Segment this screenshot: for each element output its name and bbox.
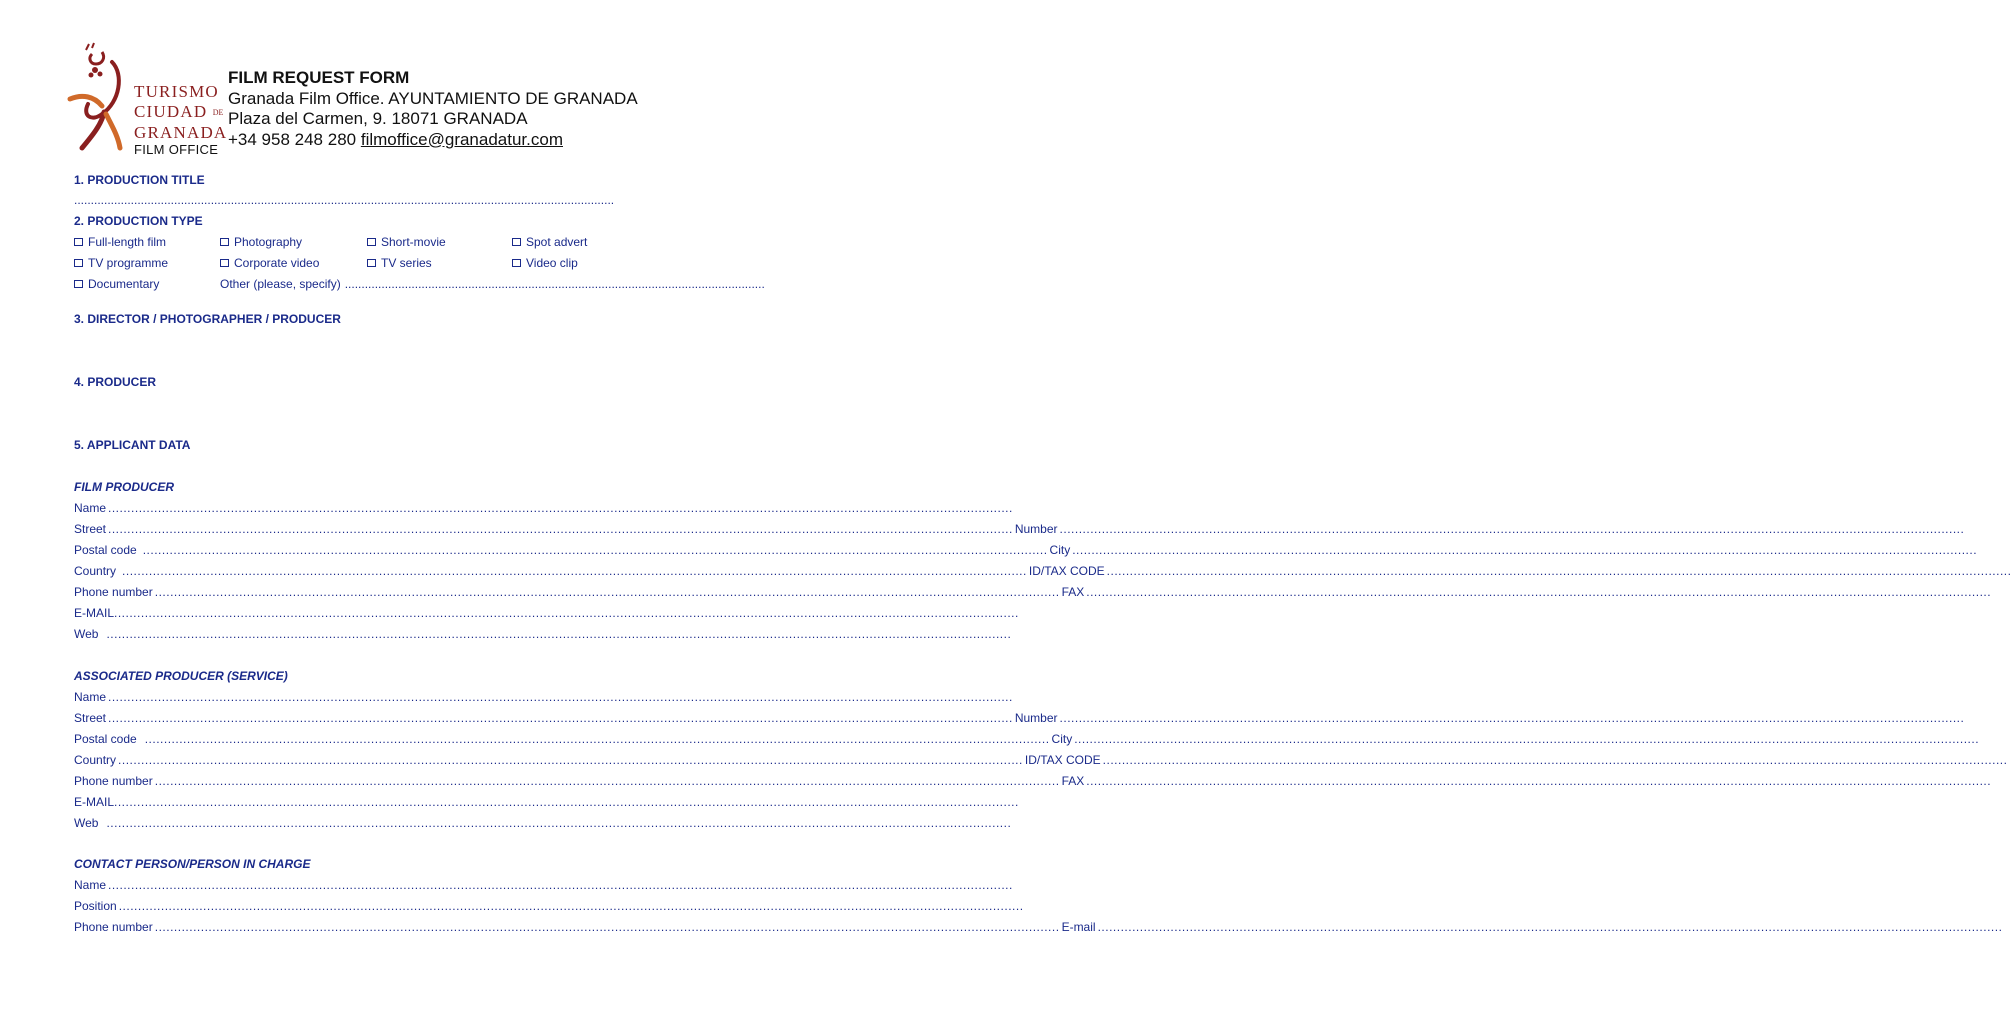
- production-title-field[interactable]: ..................................................................................................................................................................: [74, 193, 615, 207]
- logo-de: DE: [212, 108, 224, 118]
- header-address-line: Plaza del Carmen, 9. 18071 GRANADA: [228, 109, 528, 128]
- other-specify-label: Other (please, specify): [220, 277, 341, 291]
- section-producer: 4. PRODUCER: [74, 375, 157, 389]
- fp-street-field[interactable]: [74, 522, 1058, 537]
- checkbox-photography[interactable]: [220, 235, 302, 249]
- fp-postal-city-field[interactable]: [74, 543, 1071, 558]
- ap-email-field[interactable]: [74, 795, 634, 810]
- field-label: Phone number: [74, 585, 153, 599]
- checkbox-label: Video clip: [526, 256, 578, 270]
- field-label: Position: [74, 899, 117, 913]
- logo-line-2: [134, 102, 227, 123]
- checkbox-label: TV series: [381, 256, 432, 270]
- ap-phone-fax-field[interactable]: [74, 774, 1085, 789]
- checkbox-square-icon: [367, 238, 376, 246]
- other-specify-dots: ..............................................................................................................................: [344, 277, 765, 291]
- form-title: FILM REQUEST FORM: [228, 68, 410, 87]
- contact-person-heading: CONTACT PERSON/PERSON IN CHARGE: [74, 857, 311, 871]
- form-header: [228, 68, 638, 150]
- fp-phone-fax-field[interactable]: [74, 585, 1085, 600]
- checkbox-corporate-video[interactable]: [220, 256, 319, 270]
- field-label: Number: [1014, 522, 1058, 536]
- field-label: Street: [74, 522, 107, 536]
- checkbox-label: TV programme: [88, 256, 169, 270]
- cp-phone-email-field[interactable]: [74, 920, 1096, 935]
- checkbox-square-icon: [512, 238, 521, 246]
- field-label: Country: [74, 564, 117, 578]
- field-label: Web: [74, 627, 99, 641]
- associated-producer-heading: ASSOCIATED PRODUCER (SERVICE): [74, 669, 288, 683]
- field-label: City: [1051, 732, 1073, 746]
- checkbox-square-icon: [74, 238, 83, 246]
- section-applicant-data: 5. APPLICANT DATA: [74, 438, 191, 452]
- ap-country-idtax-field[interactable]: [74, 753, 1101, 768]
- field-label: ID/TAX CODE: [1028, 564, 1105, 578]
- logo-wordmark: [134, 82, 227, 143]
- checkbox-tv-series[interactable]: [367, 256, 432, 270]
- checkbox-label: Corporate video: [234, 256, 320, 270]
- section-production-title: 1. PRODUCTION TITLE: [74, 173, 205, 187]
- fp-country-idtax-field[interactable]: [74, 564, 1105, 579]
- field-label: ID/TAX CODE: [1024, 753, 1101, 767]
- field-label: FAX: [1061, 585, 1085, 599]
- logo-line-3: GRANADA: [134, 123, 228, 143]
- checkbox-video-clip[interactable]: [512, 256, 578, 270]
- checkbox-documentary[interactable]: [74, 277, 159, 291]
- checkbox-square-icon: [512, 259, 521, 267]
- checkbox-label: Spot advert: [526, 235, 588, 249]
- logo-film-office: FILM OFFICE: [134, 142, 219, 157]
- field-label: Number: [1014, 711, 1058, 725]
- checkbox-square-icon: [74, 259, 83, 267]
- section-production-type: 2. PRODUCTION TYPE: [74, 214, 203, 228]
- field-label: Phone number: [74, 774, 153, 788]
- checkbox-square-icon: [220, 259, 229, 267]
- cp-position-field[interactable]: [74, 899, 626, 914]
- film-producer-heading: FILM PRODUCER: [74, 480, 174, 494]
- ap-street-field[interactable]: [74, 711, 1058, 726]
- field-label: Postal code: [74, 732, 137, 746]
- field-label: Phone number: [74, 920, 153, 934]
- fp-web-field[interactable]: [74, 627, 634, 642]
- checkbox-label: Photography: [234, 235, 303, 249]
- field-label: E-mail: [1061, 920, 1096, 934]
- turismo-granada-logo: [62, 44, 228, 159]
- field-label: E-MAIL: [74, 606, 115, 620]
- field-label: Name: [74, 690, 107, 704]
- checkbox-square-icon: [74, 280, 83, 288]
- fp-email-field[interactable]: [74, 606, 634, 621]
- field-label: Name: [74, 501, 107, 515]
- header-office-line: Granada Film Office. AYUNTAMIENTO DE GRANADA: [228, 88, 638, 108]
- field-label: Name: [74, 878, 107, 892]
- checkbox-spot-advert[interactable]: [512, 235, 587, 249]
- ap-postal-city-field[interactable]: [74, 732, 1073, 747]
- checkbox-square-icon: [367, 259, 376, 267]
- fp-name-field[interactable]: [74, 501, 634, 516]
- header-email-link[interactable]: filmoffice@granadatur.com: [360, 129, 563, 149]
- ap-name-field[interactable]: [74, 690, 634, 705]
- other-specify-field[interactable]: [220, 277, 765, 292]
- header-contact-line: [228, 130, 638, 151]
- field-label: FAX: [1061, 774, 1085, 788]
- checkbox-short-movie[interactable]: [367, 235, 446, 249]
- ap-web-field[interactable]: [74, 816, 634, 831]
- checkbox-square-icon: [220, 238, 229, 246]
- checkbox-label: Documentary: [88, 277, 160, 291]
- field-label: E-MAIL: [74, 795, 115, 809]
- field-label: Country: [74, 753, 117, 767]
- section-director: 3. DIRECTOR / PHOTOGRAPHER / PRODUCER: [74, 312, 341, 326]
- field-label: Street: [74, 711, 107, 725]
- checkbox-label: Full-length film: [88, 235, 167, 249]
- checkbox-label: Short-movie: [381, 235, 446, 249]
- checkbox-tv-programme[interactable]: [74, 256, 168, 270]
- logo-ciudad: CIUDAD: [134, 102, 208, 121]
- dancer-figure-icon: [62, 44, 142, 159]
- logo-line-1: TURISMO: [134, 82, 219, 101]
- field-label: Web: [74, 816, 99, 830]
- checkbox-full-length-film[interactable]: [74, 235, 166, 249]
- field-label: Postal code: [74, 543, 137, 557]
- field-label: City: [1049, 543, 1071, 557]
- cp-name-field[interactable]: [74, 878, 634, 893]
- header-phone: +34 958 248 280: [228, 129, 357, 149]
